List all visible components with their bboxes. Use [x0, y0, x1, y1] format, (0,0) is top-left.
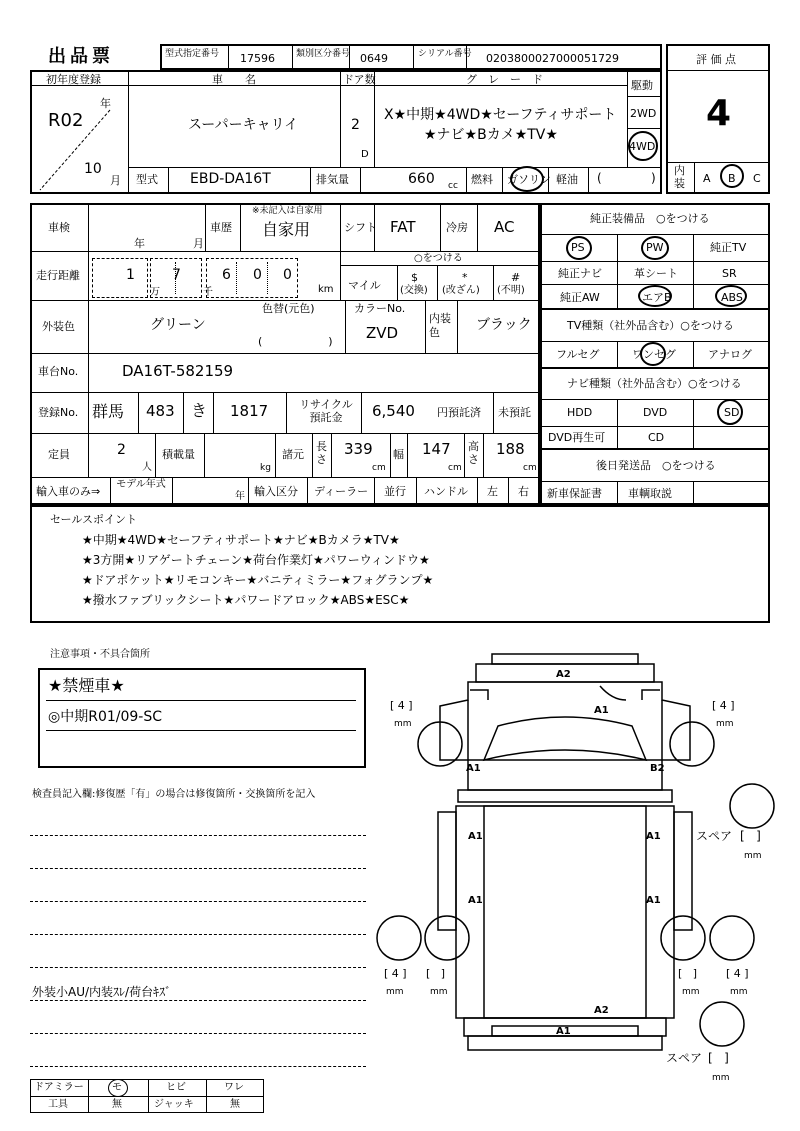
recycle-label: リサイクル預託金	[299, 398, 353, 424]
doors-value: 2	[351, 117, 360, 133]
spare-bracket-2: [ ]	[708, 1051, 729, 1065]
ac-label: 冷房	[446, 221, 468, 234]
mm-rear-left-inner: mm	[430, 987, 448, 997]
interior-b: B	[728, 172, 736, 185]
navi-dvd: DVD	[643, 406, 668, 419]
tread-rear-left-inner: [ ]	[426, 967, 446, 980]
mileage-digit-2: 7	[172, 267, 181, 283]
width-cm: cm	[448, 463, 462, 473]
doors-d: D	[361, 149, 369, 160]
tread-front-left: [ 4 ]	[390, 699, 413, 712]
tv-oneseg: ワンセグ	[632, 348, 676, 361]
mm-rear-right-outer: mm	[730, 987, 748, 997]
color-no-label: カラーNo.	[354, 302, 406, 315]
damage-mark-3: A1	[466, 763, 481, 774]
import-parallel: 並行	[384, 485, 406, 498]
grade-label: グ レ ー ド	[466, 73, 543, 86]
cc-unit: cc	[448, 181, 458, 191]
dvd-label: DVD再生可	[548, 431, 606, 444]
sales-line-2: ★3方開★リアゲートチェーン★荷台作業灯★パワーウィンドウ★	[82, 553, 430, 567]
score-value: 4	[706, 93, 732, 134]
drive-label: 駆動	[631, 79, 653, 92]
equip-ps: PS	[571, 241, 585, 254]
capacity-unit: 人	[142, 462, 152, 473]
km-unit: km	[318, 284, 334, 295]
door-mirror-ware: ワレ	[224, 1082, 244, 1093]
chassis-value: DA16T-582159	[122, 362, 234, 380]
length-cm: cm	[372, 463, 386, 473]
shift-value: FAT	[390, 218, 416, 236]
spare-label-2: スペア	[666, 1051, 703, 1065]
form-title: 出品票	[48, 46, 114, 67]
mm-front-left: mm	[394, 719, 412, 729]
equip-sr: SR	[722, 267, 737, 280]
import-dealer: ディーラー	[314, 485, 369, 498]
interior-c: C	[753, 172, 761, 185]
mm-rear-left-outer: mm	[386, 987, 404, 997]
sales-line-1: ★中期★4WD★セーフティサポート★ナビ★Bカメラ★TV★	[82, 533, 400, 547]
height-label: 高さ	[468, 440, 479, 466]
reg-year: R02	[48, 110, 84, 131]
shaken-label: 車検	[48, 221, 70, 234]
tread-rear-right-outer: [ 4 ]	[726, 967, 749, 980]
damage-mark-5: A1	[468, 831, 483, 842]
mm-front-right: mm	[716, 719, 734, 729]
import-class-label: 輸入区分	[254, 485, 298, 498]
reg-month: 10	[84, 161, 102, 177]
equip-airbag: エアB	[642, 291, 672, 304]
color-no-value: ZVD	[366, 324, 399, 342]
capacity-value: 2	[117, 442, 126, 458]
equip-aw: 純正AW	[560, 291, 600, 304]
later-manual: 車輌取説	[628, 487, 672, 500]
fuel-gasoline: ガソリン	[507, 173, 551, 186]
tread-rear-right-inner: [ ]	[678, 967, 698, 980]
mm-spare-2: mm	[712, 1073, 730, 1083]
recycle-status: 円預託済	[437, 406, 481, 419]
mileage-digit-4: 0	[253, 267, 262, 283]
length-value: 339	[344, 440, 373, 458]
jack-value: 無	[230, 1099, 240, 1110]
fuel-diesel: 軽油	[556, 173, 578, 186]
displacement-value: 660	[408, 171, 435, 187]
handle-right: 右	[518, 485, 529, 498]
length-label: 長さ	[316, 440, 327, 466]
capacity-label: 定員	[48, 448, 70, 461]
reg-class: 483	[146, 402, 175, 420]
color-label: 外装色	[42, 320, 75, 333]
damage-mark-10: A1	[556, 1026, 571, 1037]
paren-open: (	[597, 171, 602, 185]
ruibetsu-number: 0649	[360, 52, 388, 65]
katashiki-number: 17596	[240, 52, 275, 65]
drive-4wd: 4WD	[629, 140, 656, 153]
serial-label: シリアル番号	[418, 49, 472, 59]
ruibetsu-label: 類別区分番号	[296, 49, 351, 59]
damage-mark-4: B2	[650, 763, 665, 774]
sen-unit: 千	[203, 287, 213, 298]
mile-option: マイル	[348, 279, 381, 292]
hash-symbol: #	[511, 271, 521, 284]
katashiki-label: 型式指定番号	[165, 49, 220, 59]
model-year-unit: 年	[235, 491, 245, 502]
car-name: スーパーキャリイ	[188, 117, 299, 133]
mileage-digit-3: 6	[222, 267, 231, 283]
fuel-label: 燃料	[471, 173, 493, 186]
chassis-label: 車台No.	[38, 365, 79, 378]
tv-analog: アナログ	[708, 348, 752, 361]
notes-label: 注意事項・不具合箇所	[50, 649, 150, 660]
equip-navi: 純正ナビ	[558, 267, 602, 280]
later-warranty: 新車保証書	[547, 487, 602, 500]
spare-label-1: スペア	[696, 829, 733, 843]
height-value: 188	[496, 440, 525, 458]
tools-value: 無	[112, 1099, 122, 1110]
reg-kana: き	[191, 401, 208, 420]
tread-rear-left-outer: [ 4 ]	[384, 967, 407, 980]
handle-left: 左	[487, 485, 498, 498]
navi-hdd: HDD	[567, 406, 593, 419]
tools-label: 工具	[48, 1099, 68, 1110]
shift-label: シフト	[344, 221, 377, 234]
car-name-label: 車 名	[212, 73, 256, 86]
later-title: 後日発送品 ○をつける	[596, 459, 716, 472]
man-unit: 万	[150, 287, 160, 298]
navi-sd: SD	[724, 406, 740, 419]
equip-leather: 革シート	[634, 267, 678, 280]
damage-mark-8: A1	[646, 895, 661, 906]
inspector-label: 検査員記入欄:修復歴「有」の場合は修復箇所・交換箇所を記入	[32, 789, 316, 800]
reg-number: 1817	[230, 402, 269, 420]
recycle-unpaid: 未預託	[498, 406, 531, 419]
mileage-circle-note: ○をつける	[414, 253, 463, 264]
int-color-label: 内装色	[429, 312, 451, 339]
equip-pw: PW	[646, 241, 664, 254]
history-label: 車歴	[210, 221, 232, 234]
damage-mark-6: A1	[646, 831, 661, 842]
sales-label: セールスポイント	[50, 513, 138, 526]
import-label: 輸入車のみ⇒	[36, 485, 101, 498]
damage-mark-9: A2	[594, 1005, 609, 1016]
paren-close: )	[651, 171, 656, 185]
equipment-title: 純正装備品 ○をつける	[590, 212, 710, 225]
mileage-digit-1: 1	[126, 267, 135, 283]
dollar-symbol: $	[411, 271, 418, 284]
history-value: 自家用	[262, 220, 311, 239]
tread-front-right: [ 4 ]	[712, 699, 735, 712]
shaken-year: 年	[134, 237, 145, 250]
damage-mark-7: A1	[468, 895, 483, 906]
model-code: EBD-DA16T	[190, 171, 271, 187]
kaizan-option: (改ざん)	[442, 285, 480, 296]
width-label: 幅	[393, 448, 404, 461]
damage-mark-1: A2	[556, 669, 571, 680]
shaken-month: 月	[193, 237, 204, 250]
height-cm: cm	[523, 463, 537, 473]
star-symbol: *	[462, 271, 468, 284]
inspector-remark: 外装小AU/内装ｽﾚ/荷台ｷｽﾞ	[32, 985, 172, 999]
grade-line2: ★ナビ★Bカメ★TV★	[424, 127, 558, 143]
notes-line-2: ◎中期R01/09-SC	[48, 709, 163, 725]
year-unit: 年	[100, 97, 111, 110]
equip-tv: 純正TV	[710, 241, 747, 254]
ac-value: AC	[494, 218, 515, 236]
jack-label: ジャッキ	[154, 1099, 194, 1110]
notes-line-1: ★禁煙車★	[48, 676, 125, 695]
spare-bracket-1: [ ]	[740, 829, 761, 843]
reg-prefecture: 群馬	[92, 402, 125, 421]
doors-label: ドア数	[343, 73, 376, 86]
interior-a: A	[703, 172, 711, 185]
door-mirror-label: ドアミラー	[34, 1082, 84, 1093]
load-label: 積載量	[162, 448, 195, 461]
mm-spare-1: mm	[744, 851, 762, 861]
equip-abs: ABS	[721, 291, 743, 304]
mm-rear-right-inner: mm	[682, 987, 700, 997]
cd-label: CD	[648, 431, 665, 444]
first-reg-label: 初年度登録	[46, 73, 101, 86]
door-mirror-hibi: ヒビ	[166, 1082, 186, 1093]
koukan-option: (交換)	[400, 285, 428, 296]
interior-label: 内装	[674, 164, 685, 190]
mileage-label: 走行距離	[36, 269, 80, 282]
irogae-label: 色替(元色)	[262, 302, 315, 315]
recycle-amount: 6,540	[372, 402, 415, 420]
score-label: 評 価 点	[696, 53, 736, 66]
kg-unit: kg	[260, 463, 271, 473]
damage-mark-2: A1	[594, 705, 609, 716]
color-value: グリーン	[150, 317, 206, 333]
drive-2wd: 2WD	[630, 107, 657, 120]
navi-title: ナビ種類（社外品含む）○をつける	[567, 377, 742, 390]
tv-title: TV種類（社外品含む）○をつける	[567, 319, 734, 332]
history-note: ※未記入は自家用	[252, 206, 323, 216]
int-color-value: ブラック	[476, 317, 532, 333]
mileage-digit-5: 0	[283, 267, 292, 283]
model-label: 型式	[136, 173, 158, 186]
door-mirror-mo: モ	[112, 1082, 122, 1093]
tv-fullseg: フルセグ	[556, 348, 600, 361]
fumei-option: (不明)	[497, 285, 525, 296]
irogae-paren: ( )	[258, 335, 333, 348]
displacement-label: 排気量	[316, 173, 349, 186]
sales-line-3: ★ドアポケット★リモコンキー★バニティミラー★フォグランプ★	[82, 573, 434, 587]
serial-number: 0203800027000051729	[486, 52, 619, 65]
dims-label: 諸元	[282, 448, 304, 461]
grade-line1: X★中期★4WD★セーフティサポート	[384, 107, 617, 123]
month-unit: 月	[110, 174, 121, 187]
width-value: 147	[422, 440, 451, 458]
sales-line-4: ★撥水ファブリックシート★パワードアロック★ABS★ESC★	[82, 593, 410, 607]
handle-label: ハンドル	[424, 485, 468, 498]
model-year-label: モデル年式	[116, 479, 166, 490]
regno-label: 登録No.	[38, 406, 79, 419]
